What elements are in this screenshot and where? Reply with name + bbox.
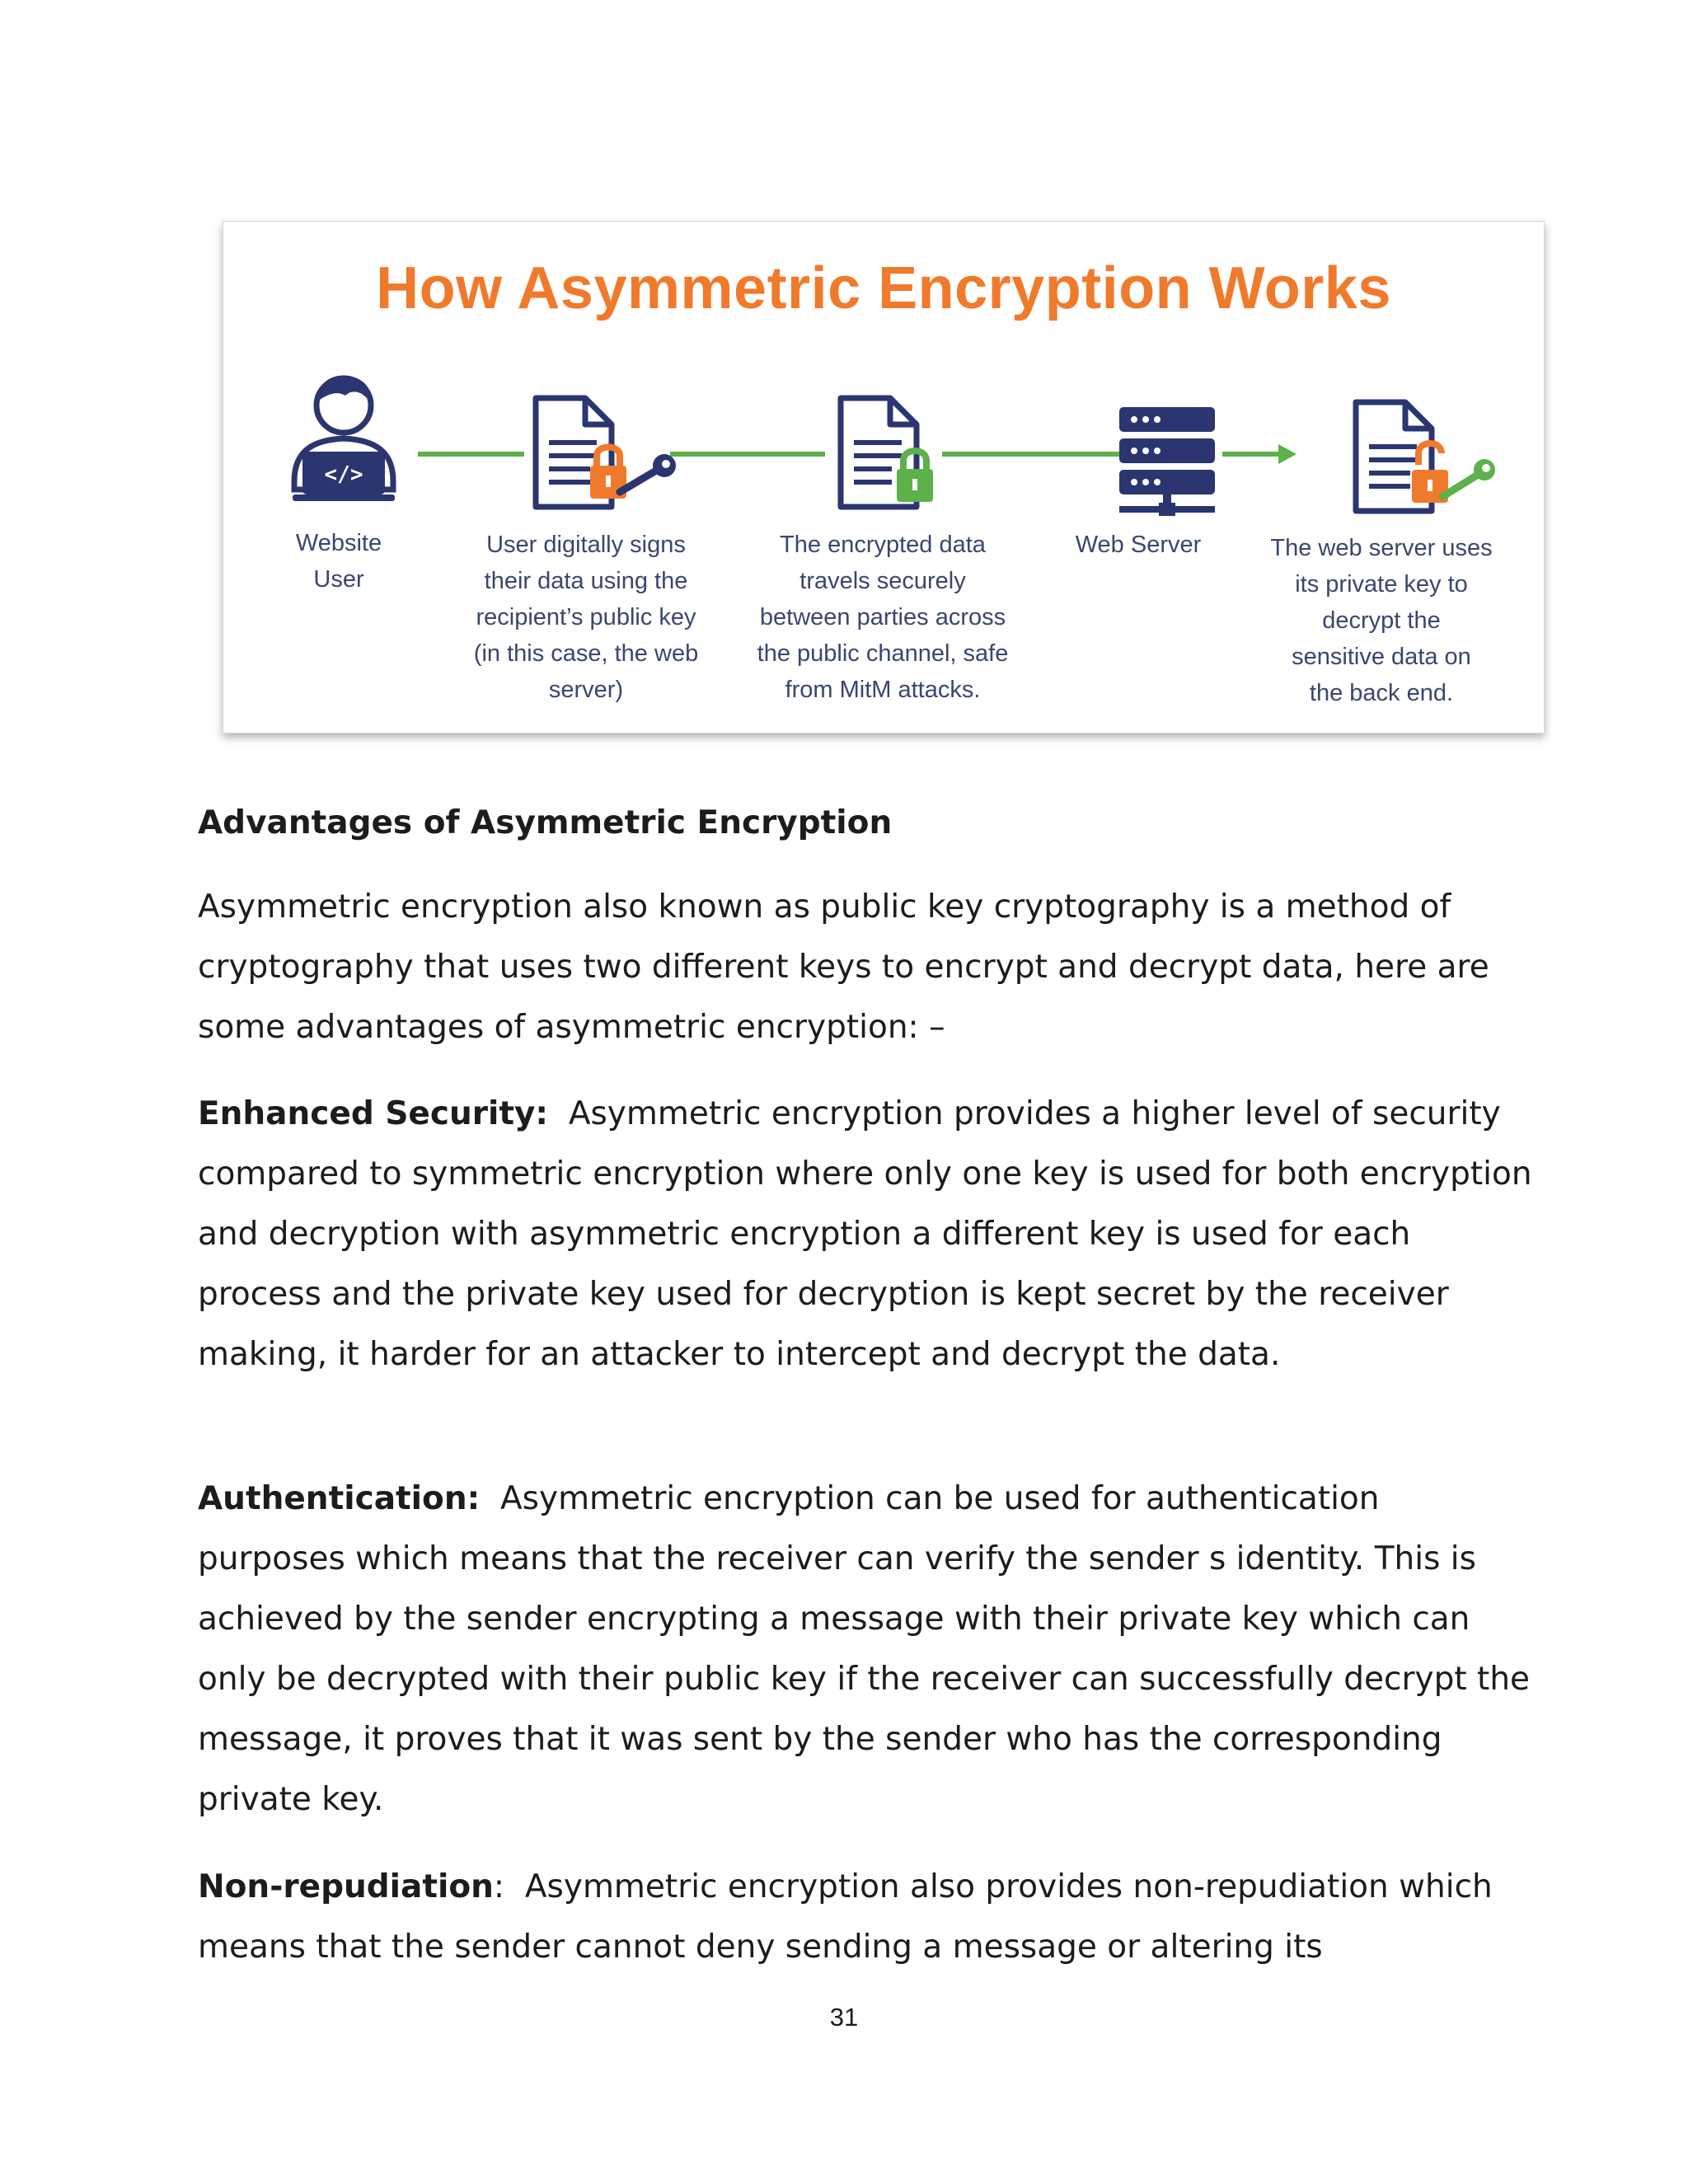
section-heading: Advantages of Asymmetric Encryption: [198, 804, 893, 841]
website-user-icon: [293, 376, 395, 501]
text-enhanced-security: Asymmetric encryption provides a higher level of security compared to symmetric encryption where only one key is used for both encryption and decryption with asymmetric encryption a different key is used for each process and the private key used for decryption is kept secret by the receiver making, it harder for an attacker to intercept and decrypt the data.: [198, 1095, 1532, 1373]
arrow-head: [1278, 444, 1296, 464]
svg-text:</>: </>: [324, 462, 363, 487]
web-server-icon: [1119, 407, 1215, 516]
caption-web-server: Web Server: [1075, 532, 1202, 558]
caption-website-user: Website User: [295, 530, 382, 593]
term-non-repudiation: Non-repudiation: [198, 1868, 494, 1905]
term-authentication: Authentication:: [198, 1480, 481, 1517]
paragraph-enhanced-security: [198, 1084, 1533, 1385]
document-green-lock-icon: [841, 398, 933, 507]
figure-title: How Asymmetric Encryption Works: [376, 255, 1391, 321]
term-separator: :: [493, 1868, 505, 1905]
caption-server-decrypts: The web server uses its private key to decrypt the sensitive data on the back end.: [1270, 535, 1493, 706]
term-enhanced-security: Enhanced Security:: [198, 1095, 549, 1132]
text-non-repudiation: Asymmetric encryption also provides non-repudiation which means that the sender cannot deny sending a message or altering its: [198, 1868, 1493, 1966]
paragraph-authentication: [198, 1469, 1533, 1830]
intro-paragraph: Asymmetric encryption also known as public key cryptography is a method of cryptography that uses two different keys to encrypt and decrypt data, here are some advantages of asymmetric encryption: –: [198, 888, 1489, 1046]
document-orange-lock-icon: [536, 398, 676, 507]
text-authentication: Asymmetric encryption can be used for authentication purposes which means that the receiver can verify the sender s identity. This is achieved by the sender encrypting a message with their private key which can only be decrypted with their public key if the receiver can successfully decrypt the message, it proves that it was sent by the sender who has the corresponding private key.: [198, 1480, 1531, 1818]
paragraph-non-repudiation: [198, 1857, 1533, 1977]
caption-encrypted-travels: The encrypted data travels securely between parties across the public channel, safe from MitM attacks.: [757, 532, 1009, 703]
caption-user-signs: User digitally signs their data using the recipient’s public key (in this case, the web server): [473, 532, 699, 703]
document-unlocked-green-key-icon: [1356, 402, 1495, 511]
page-number: 31: [829, 2003, 859, 2032]
asymmetric-encryption-figure: [223, 221, 1545, 733]
